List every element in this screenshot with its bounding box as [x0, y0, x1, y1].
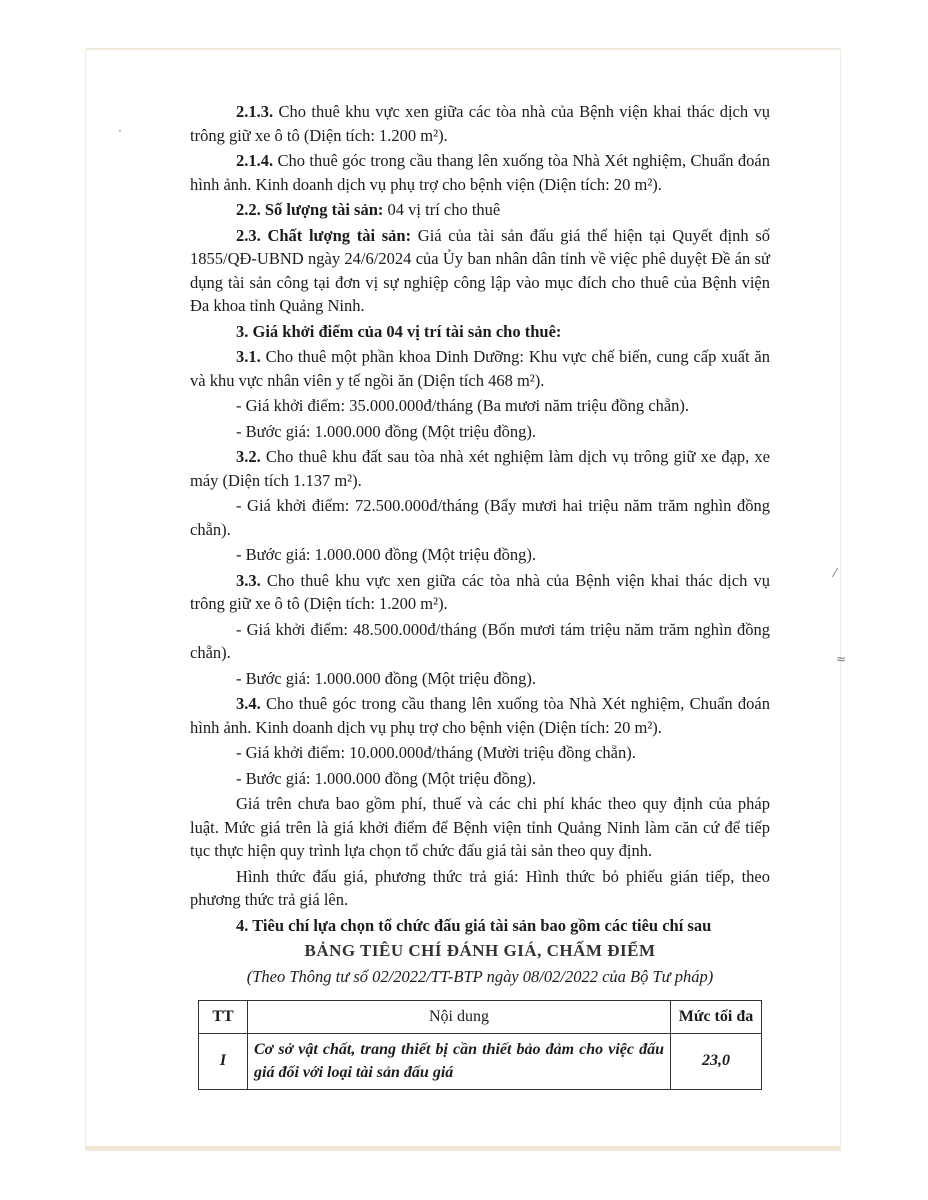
header-content: Nội dung [248, 1001, 671, 1034]
price-3-1: - Giá khởi điểm: 35.000.000đ/tháng (Ba mươi năm triệu đồng chẵn). [236, 396, 690, 415]
table-header-row [199, 1001, 762, 1034]
step-3-2: - Bước giá: 1.000.000 đồng (Một triệu đồng). [236, 545, 536, 564]
step-3-1: - Bước giá: 1.000.000 đồng (Một triệu đồng). [236, 421, 536, 441]
step-3-3: - Bước giá: 1.000.000 đồng (Một triệu đồng). [236, 668, 536, 688]
table-title: BẢNG TIÊU CHÍ ĐÁNH GIÁ, CHẤM ĐIỂM [304, 941, 656, 960]
row-max: 23,0 [671, 1033, 762, 1089]
heading-section-3: 3. Giá khởi điểm của 04 vị trí tài sản cho thuê: [236, 321, 562, 341]
paragraph-3-3: 3.3. Cho thuê khu vực xen giữa các tòa nhà của Bệnh viện khai thác dịch vụ trông giữ xe ô tô (Diện tích: 1.200 m²). [190, 570, 770, 613]
paragraph-2-2: 2.2. Số lượng tài sản: 04 vị trí cho thuê [236, 200, 501, 219]
paragraph-3-1: 3.1. Cho thuê một phần khoa Dinh Dưỡng: Khu vực chế biến, cung cấp xuất ăn và khu vực nhân viên y tế ngồi ăn (Diện tích 468 m²). [190, 347, 770, 390]
row-tt: I [199, 1033, 248, 1089]
scan-speck: ⁄ [834, 566, 837, 580]
scan-speck: ≈ [836, 652, 847, 666]
header-max: Mức tối đa [671, 1001, 762, 1034]
heading-section-4: 4. Tiêu chí lựa chọn tổ chức đấu giá tài sản bao gồm các tiêu chí sau [236, 915, 712, 935]
page-edge-bottom [86, 1146, 840, 1150]
price-note: Giá trên chưa bao gồm phí, thuế và các chi phí khác theo quy định của pháp luật. Mức giá trên là giá khởi điểm để Bệnh viện tỉnh Quảng Ninh làm căn cứ để tiếp tục thực hiện quy trình lựa chọn tổ chức đấu giá tài sản theo quy định. [190, 794, 770, 860]
row-content: Cơ sở vật chất, trang thiết bị cần thiết bảo đảm cho việc đấu giá đối với loại tài sản đấu giá [248, 1033, 671, 1089]
price-3-3: - Giá khởi điểm: 48.500.000đ/tháng (Bốn mươi tám triệu năm trăm nghìn đồng chẵn). [190, 619, 770, 662]
paragraph-3-4: 3.4. Cho thuê góc trong cầu thang lên xuống tòa Nhà Xét nghiệm, Chuẩn đoán hình ảnh. Kinh doanh dịch vụ phụ trợ cho bệnh viện (Diện tích: 20 m²). [190, 694, 770, 737]
table-subtitle: (Theo Thông tư số 02/2022/TT-BTP ngày 08/02/2022 của Bộ Tư pháp) [246, 966, 714, 986]
price-3-4: - Giá khởi điểm: 10.000.000đ/tháng (Mười triệu đồng chẵn). [236, 743, 636, 762]
paragraph-2-1-4: 2.1.4. Cho thuê góc trong cầu thang lên xuống tòa Nhà Xét nghiệm, Chuẩn đoán hình ảnh. Kinh doanh dịch vụ phụ trợ cho bệnh viện (Diện tích: 20 m²). [190, 151, 770, 194]
document-body [190, 100, 770, 1090]
criteria-table [198, 1000, 762, 1090]
paragraph-2-3: 2.3. Chất lượng tài sản: Giá của tài sản đấu giá thể hiện tại Quyết định số 1855/QĐ-UBND ngày 24/6/2024 của Ủy ban nhân dân tỉnh về việc phê duyệt Đề án sử dụng tài sản công tại đơn vị sự nghiệp công lập vào mục đích cho thuê của Bệnh viện Đa khoa tỉnh Quảng Ninh. [190, 225, 771, 315]
auction-method: Hình thức đấu giá, phương thức trả giá: Hình thức bỏ phiếu gián tiếp, theo phương thức trả giá lên. [190, 866, 770, 909]
step-3-4: - Bước giá: 1.000.000 đồng (Một triệu đồng). [236, 768, 536, 788]
header-tt: TT [199, 1001, 248, 1034]
paragraph-2-1-3: 2.1.3. Cho thuê khu vực xen giữa các tòa nhà của Bệnh viện khai thác dịch vụ trông giữ xe ô tô (Diện tích: 1.200 m²). [190, 102, 770, 145]
price-3-2: - Giá khởi điểm: 72.500.000đ/tháng (Bẩy mươi hai triệu năm trăm nghìn đồng chẵn). [190, 496, 770, 539]
table-row [199, 1033, 762, 1089]
scan-speck: · [118, 124, 122, 138]
paragraph-3-2: 3.2. Cho thuê khu đất sau tòa nhà xét nghiệm làm dịch vụ trông giữ xe đạp, xe máy (Diện tích 1.137 m²). [190, 447, 770, 490]
